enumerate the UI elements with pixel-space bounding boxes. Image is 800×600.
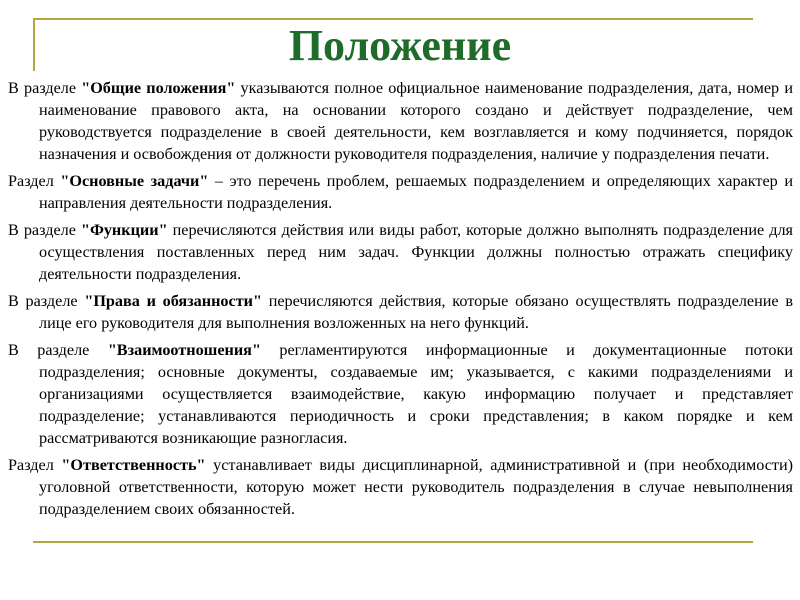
- paragraph-prefix: В разделе: [8, 79, 82, 97]
- slide-title: Положение: [288, 21, 512, 70]
- paragraph-text: устанавливает виды дисциплинарной, административной и (при необходимости) уголовной ответственности, которую может нести руководитель подразделения в случае невыполнения подразделением своих обязанностей.: [39, 456, 794, 518]
- paragraph-prefix: В разделе: [8, 341, 108, 359]
- paragraph-general-provisions: [8, 77, 793, 165]
- paragraph-rights-duties: [8, 290, 793, 334]
- paragraph-responsibility: [8, 454, 793, 520]
- paragraph-prefix: Раздел: [8, 172, 61, 190]
- section-term: "Ответственность": [61, 456, 206, 474]
- paragraph-text: указываются полное официальное наименование подразделения, дата, номер и наименование правового акта, на основании которого создано и действует подразделение, чем руководствуется подразделение в своей деятельности, кем возглавляется и кому подчиняется, порядок назначения и освобождения от должности руководителя подразделения, наличие у подразделения печати.: [39, 79, 793, 163]
- section-term: "Основные задачи": [60, 172, 209, 190]
- paragraph-relationships: [8, 339, 793, 449]
- bottom-decorative-line: [33, 541, 753, 543]
- section-term: "Функции": [80, 221, 168, 239]
- paragraph-functions: [8, 219, 793, 285]
- paragraph-text: регламентируются информационные и документационные потоки подразделения; основные документы, создаваемые им; указывается, с какими подразделениями и организациями осуществляется взаимодействие, какую информацию получает и представляет подразделение; устанавливаются периодичность и сроки представления; в каком порядке и кем рассматриваются возникающие разногласия.: [39, 341, 793, 447]
- section-term: "Общие положения": [81, 79, 236, 97]
- paragraph-text: – это перечень проблем, решаемых подразделением и определяющих характер и направления деятельности подразделения.: [39, 172, 794, 212]
- paragraph-prefix: В разделе: [8, 292, 85, 310]
- section-term: "Права и обязанности": [84, 292, 262, 310]
- slide-body: [8, 77, 793, 525]
- paragraph-text: перечисляются действия или виды работ, которые должно выполнять подразделение для осуществления поставленных перед ним задач. Функции должны полностью отражать специфику деятельности подразделения.: [39, 221, 793, 283]
- paragraph-prefix: В разделе: [8, 221, 81, 239]
- paragraph-text: перечисляются действия, которые обязано осуществлять подразделение в лице его руководителя для выполнения возложенных на него функций.: [39, 292, 793, 332]
- section-term: "Взаимоотношения": [107, 341, 261, 359]
- paragraph-prefix: Раздел: [8, 456, 62, 474]
- paragraph-main-tasks: [8, 170, 793, 214]
